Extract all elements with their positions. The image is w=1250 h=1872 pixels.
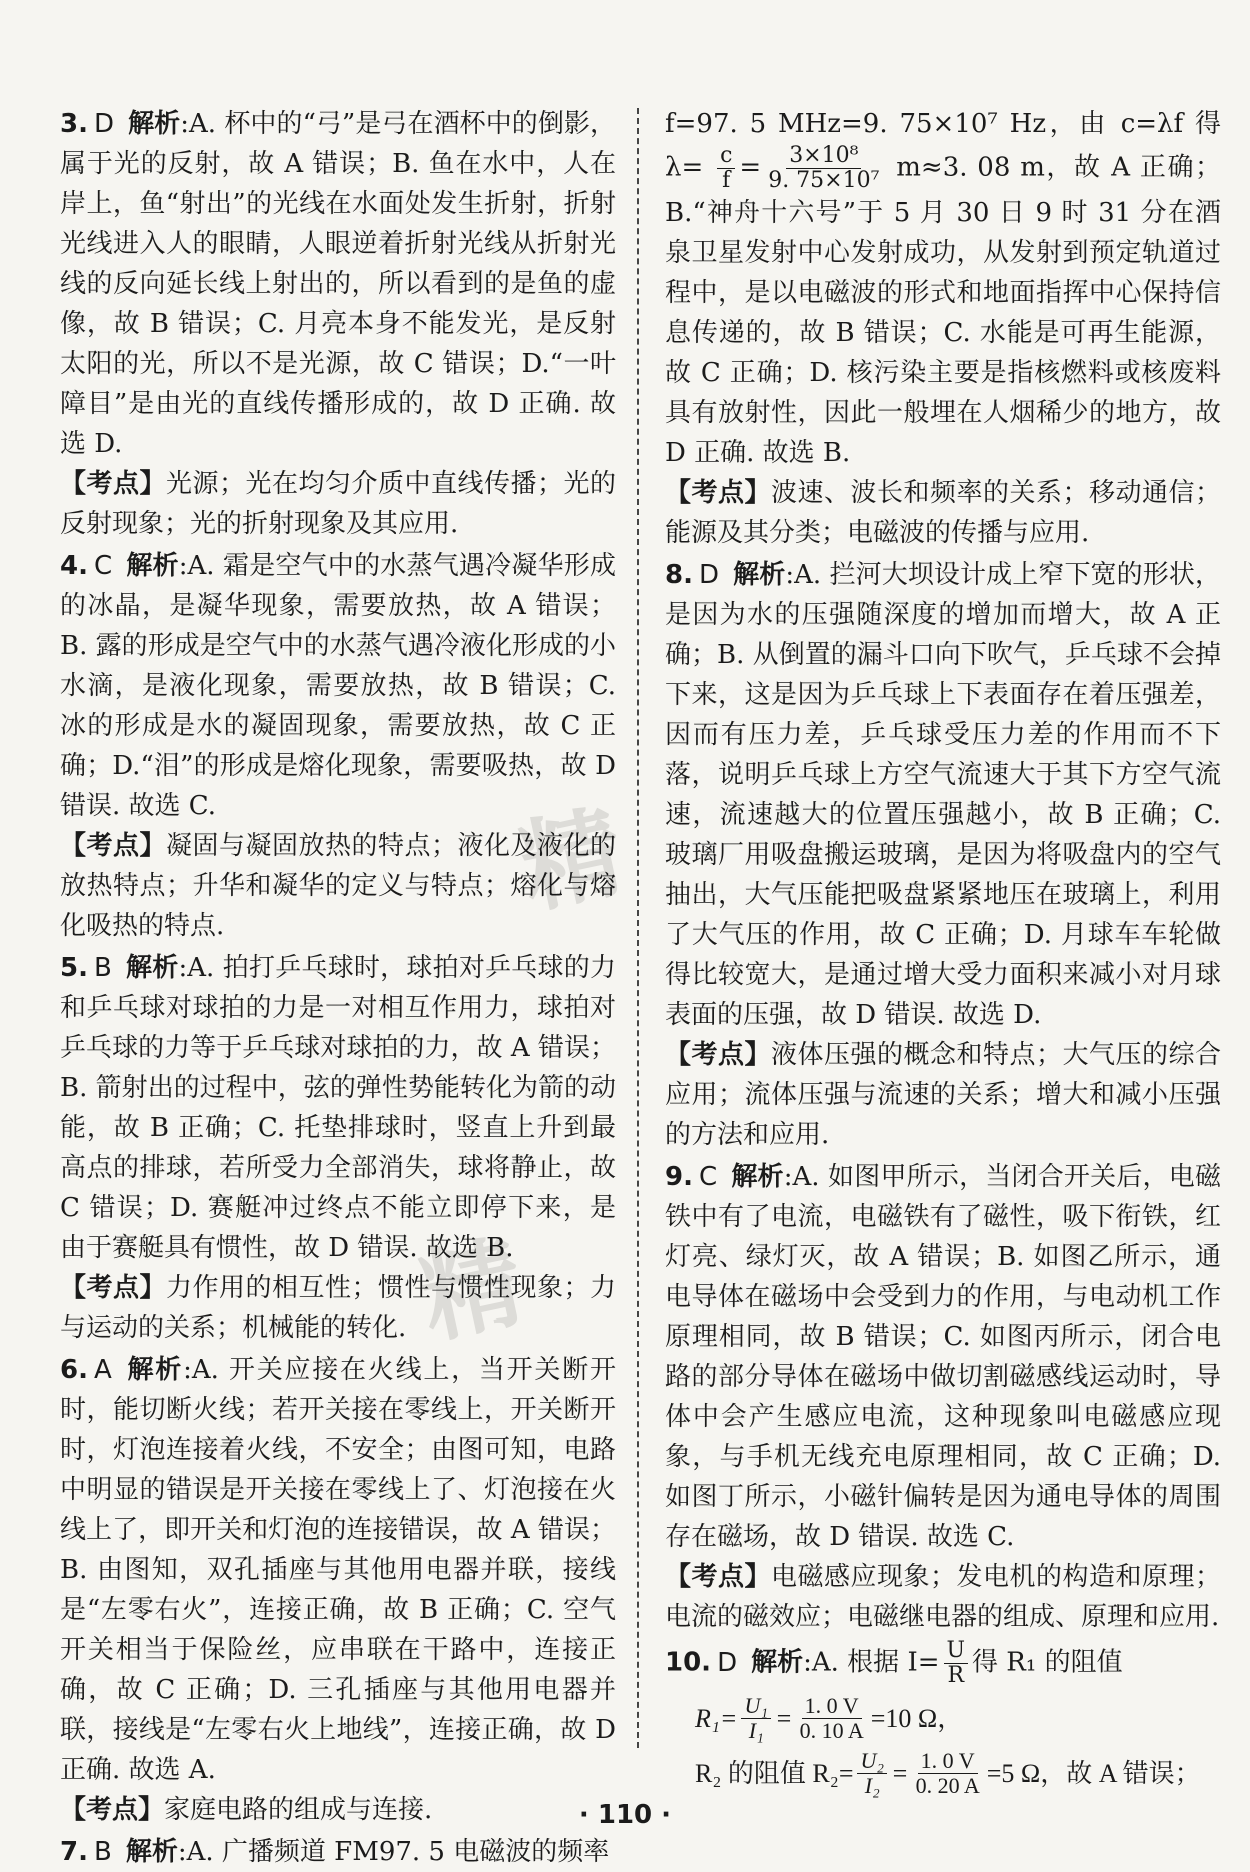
ohms-law-fraction: $\frac{U}{R}$	[944, 1639, 969, 1688]
lambda-fraction-2: $\frac{\text{3×10⁸}}{\text{9. 75×10⁷}}$	[768, 143, 880, 193]
watermark-2: 精	[410, 1222, 533, 1358]
column-divider	[637, 108, 639, 1748]
watermark-1: 精	[510, 792, 633, 928]
r1-formula: R₁= $\frac{\text{U₁}}{\text{I₁}}$ = $\frac{1. 0 V}{0. 10 A}$ =10 Ω，	[695, 1693, 964, 1743]
key-points: 【考点】电磁感应现象；发电机的构造和原理；电流的磁效应；电磁继电器的组成、原理和应用.	[665, 1562, 1221, 1632]
key-points: 【考点】力作用的相互性；惯性与惯性现象；力与运动的关系；机械能的转化.	[60, 1273, 616, 1343]
question-8: 8. D 解析:A. 拦河大坝设计成上窄下宽的形状，是因为水的压强随深度的增加而增大，故 A 正确；B. 从倒置的漏斗口向下吹气，乒乓球不会掉下来，这是因为乒乓球上下表面存在着压强差，因而有压力差，乒乓球受压力差的作用而不下落，说明乒乓球上方空气流速大于其下方空气流速，流速越大的位置压强越小，故 B 正确；C. 玻璃厂用吸盘搬运玻璃，是因为将吸盘内的空气抽出，大气压能把吸盘紧紧地压在玻璃上，利用了大气压的作用，故 C 正确；D. 月球车车轮做得比较宽大，是通过增大受力面积来减小对月球表面的压强，故 D 错误. 故选 D.	[665, 560, 1221, 1030]
question-7: 7. B 解析:A. 广播频道 FM97. 5 电磁波的频率	[60, 1837, 610, 1867]
left-column	[60, 104, 616, 1872]
q7-continued: f=97. 5 MHz=9. 75×10⁷ Hz，由 c=λf 得 λ= $\frac{c}{f}$ = $\frac{\text{3×10⁸}}{\text{9. 75×10⁷}}$ m≈3. 08 m，故 A 正确；B.“神舟十六号”于 5 月 30 日 9 时 31 分在酒泉卫星发射中心发射成功，从发射到预定轨道过程中，是以电磁波的形式和地面指挥中心保持信息传递的，故 B 错误；C. 水能是可再生能源，故 C 正确；D. 核污染主要是指核燃料或核废料具有放射性，因此一般埋在人烟稀少的地方，故 D 正确. 故选 B.	[665, 109, 1221, 468]
key-points: 【考点】液体压强的概念和特点；大气压的综合应用；流体压强与流速的关系；增大和减小压强的方法和应用.	[665, 1040, 1221, 1150]
right-items	[665, 555, 1221, 1637]
question-4: 4. C 解析:A. 霜是空气中的水蒸气遇冷凝华形成的冰晶，是凝华现象，需要放热，故 A 错误；B. 露的形成是空气中的水蒸气遇冷液化形成的小水滴，是液化现象，需要放热，故 B 错误；C. 冰的形成是水的凝固现象，需要放热，故 C 正确；D.“泪”的形成是熔化现象，需要吸热，故 D 错误. 故选 C.	[60, 551, 616, 821]
question-5: 5. B 解析:A. 拍打乒乓球时，球拍对乒乓球的力和乒乓球对球拍的力是一对相互作用力，球拍对乒乓球的力等于乒乓球对球拍的力，故 A 错误；B. 箭射出的过程中，弦的弹性势能转化为箭的动能，故 B 正确；C. 托垫排球时，竖直上升到最高点的排球，若所受力全部消失，球将静止，故 C 错误；D. 赛艇冲过终点不能立即停下来，是由于赛艇具有惯性，故 D 错误. 故选 B.	[60, 953, 616, 1263]
page-number: · 110 ·	[578, 1800, 672, 1830]
q7-frequency-line: f=97. 5 MHz=9. 75×10⁷ Hz，由 c=λf 得 λ=	[665, 109, 1221, 183]
key-points: 【考点】凝固与凝固放热的特点；液化及液化的放热特点；升华和凝华的定义与特点；熔化与熔化吸热的特点.	[60, 831, 616, 941]
key-points: 【考点】光源；光在均匀介质中直线传播；光的反射现象；光的折射现象及其应用.	[60, 469, 616, 539]
question-9: 9. C 解析:A. 如图甲所示，当闭合开关后，电磁铁中有了电流，电磁铁有了磁性，吸下衔铁，红灯亮、绿灯灭，故 A 错误；B. 如图乙所示，通电导体在磁场中会受到力的作用，与电动机工作原理相同，故 B 错误；C. 如图丙所示，闭合电路的部分导体在磁场中做切割磁感线运动时，导体中会产生感应电流，这种现象叫电磁感应现象，与手机无线充电原理相同，故 C 正确；D. 如图丁所示，小磁针偏转是因为通电导体的周围存在磁场，故 D 错误. 故选 C.	[665, 1162, 1221, 1552]
right-column	[665, 104, 1221, 1804]
lambda-fraction-1: $\frac{c}{f}$	[717, 144, 735, 193]
r2-formula: R₂ 的阻值 R₂= $\frac{\text{U₂}}{\text{I₂}}$ = $\frac{1. 0 V}{0. 20 A}$ =5 Ω，故 A 错误；	[695, 1748, 1201, 1798]
q7-analysis-text: m≈3. 08 m，故 A 正确；B.“神舟十六号”于 5 月 30 日 9 时 31 分在酒泉卫星发射中心发射成功，从发射到预定轨道过程中，是以电磁波的形式和地面指挥中心保持信息传递的，故 B 错误；C. 水能是可再生能源，故 C 正确；D. 核污染主要是指核燃料或核废料具有放射性，因此一般埋在人烟稀少的地方，故 D 正确. 故选 B.	[665, 152, 1221, 468]
key-points: 【考点】家庭电路的组成与连接.	[60, 1795, 433, 1825]
q10: 10. D 解析:A. 根据 I= $\frac{U}{R}$ 得 R₁ 的阻值	[665, 1638, 1123, 1688]
question-6: 6. A 解析:A. 开关应接在火线上，当开关断开时，能切断火线；若开关接在零线上，开关断开时，灯泡连接着火线，不安全；由图可知，电路中明显的错误是开关接在零线上了、灯泡接在火线上了，即开关和灯泡的连接错误，故 A 错误；B. 由图知，双孔插座与其他用电器并联，接线是“左零右火”，连接正确，故 B 正确；C. 空气开关相当于保险丝，应串联在干路中，连接正确，故 C 正确；D. 三孔插座与其他用电器并联，接线是“左零右火上地线”，连接正确，故 D 正确. 故选 A.	[60, 1355, 616, 1785]
question-3: 3. D 解析:A. 杯中的“弓”是弓在酒杯中的倒影，属于光的反射，故 A 错误；B. 鱼在水中，人在岸上，鱼“射出”的光线在水面处发生折射，折射光线进入人的眼睛，人眼逆着折射光线从折射光线的反向延长线上射出的，所以看到的是鱼的虚像，故 B 错误；C. 月亮本身不能发光，是反射太阳的光，所以不是光源，故 C 错误；D.“一叶障目”是由光的直线传播形成的，故 D 正确. 故选 D.	[60, 109, 616, 459]
q7-key-points: 【考点】波速、波长和频率的关系；移动通信；能源及其分类；电磁波的传播与应用.	[665, 478, 1221, 548]
